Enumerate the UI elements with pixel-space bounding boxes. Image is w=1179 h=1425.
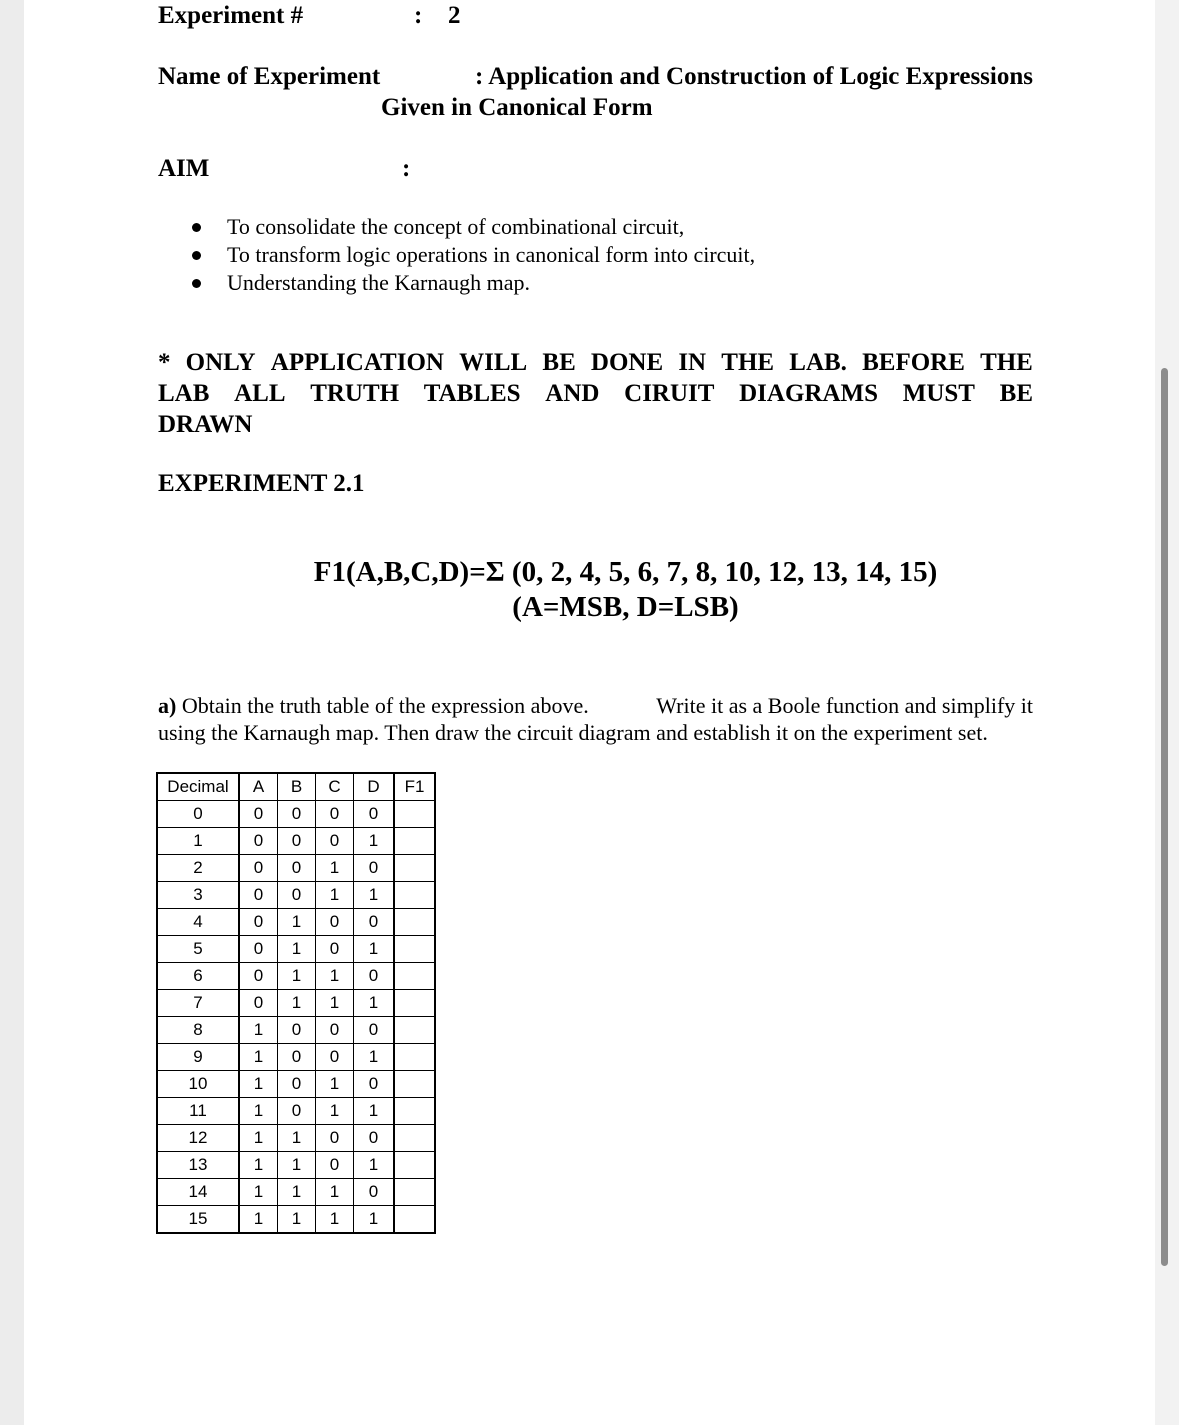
truth-table-row	[157, 1206, 435, 1234]
truth-table-row	[157, 1125, 435, 1152]
scrollbar-thumb[interactable]	[1161, 368, 1168, 1266]
cell-decimal: 14	[157, 1179, 239, 1206]
cell-d: 0	[354, 909, 395, 936]
experiment-name-label: Name of Experiment	[158, 63, 381, 90]
cell-b: 0	[278, 1071, 316, 1098]
cell-d: 0	[354, 801, 395, 828]
header-c: C	[316, 773, 354, 801]
cell-d: 0	[354, 1017, 395, 1044]
cell-decimal: 7	[157, 990, 239, 1017]
experiment-colon: :	[414, 2, 423, 29]
cell-c: 0	[316, 1125, 354, 1152]
cell-decimal: 4	[157, 909, 239, 936]
aim-list	[190, 213, 755, 297]
truth-table-row	[157, 1017, 435, 1044]
header-b: B	[278, 773, 316, 801]
cell-a: 0	[239, 909, 278, 936]
cell-f1[interactable]	[394, 855, 435, 882]
experiment-section-title: EXPERIMENT 2.1	[158, 470, 365, 497]
cell-c: 1	[316, 1206, 354, 1234]
cell-b: 1	[278, 990, 316, 1017]
truth-table	[156, 772, 436, 1234]
truth-table-row	[157, 855, 435, 882]
cell-a: 1	[239, 1044, 278, 1071]
experiment-label: Experiment #	[158, 2, 304, 29]
cell-c: 0	[316, 936, 354, 963]
task-a	[158, 692, 1033, 746]
truth-table-row	[157, 909, 435, 936]
cell-c: 1	[316, 882, 354, 909]
truth-table-row	[157, 1044, 435, 1071]
cell-a: 0	[239, 963, 278, 990]
cell-c: 0	[316, 909, 354, 936]
cell-a: 0	[239, 801, 278, 828]
cell-b: 1	[278, 936, 316, 963]
lab-note-line-3: DRAWN	[158, 411, 253, 438]
truth-table-row	[157, 828, 435, 855]
task-a-text-2: Write it as a Boole function and simplify it	[656, 693, 1033, 718]
note-word: ONLY	[185, 349, 256, 376]
experiment-name-line	[158, 63, 1033, 91]
truth-table-row	[157, 963, 435, 990]
cell-c: 1	[316, 1071, 354, 1098]
cell-decimal: 9	[157, 1044, 239, 1071]
cell-b: 1	[278, 1206, 316, 1234]
cell-decimal: 11	[157, 1098, 239, 1125]
cell-c: 1	[316, 855, 354, 882]
cell-c: 0	[316, 1044, 354, 1071]
cell-b: 0	[278, 1098, 316, 1125]
cell-a: 1	[239, 1152, 278, 1179]
note-word: LAB	[158, 380, 210, 407]
cell-f1[interactable]	[394, 1098, 435, 1125]
cell-d: 1	[354, 882, 395, 909]
note-word: THE	[721, 349, 775, 376]
cell-a: 1	[239, 1179, 278, 1206]
task-a-line-2: using the Karnaugh map. Then draw the circuit diagram and establish it on the experiment set.	[158, 720, 988, 745]
note-word: IN	[678, 349, 707, 376]
cell-a: 0	[239, 936, 278, 963]
cell-d: 1	[354, 936, 395, 963]
cell-c: 1	[316, 1179, 354, 1206]
aim-item: To consolidate the concept of combinational circuit,	[190, 213, 755, 241]
cell-a: 0	[239, 990, 278, 1017]
cell-decimal: 12	[157, 1125, 239, 1152]
cell-b: 0	[278, 882, 316, 909]
aim-colon: :	[402, 155, 411, 182]
cell-c: 1	[316, 963, 354, 990]
note-word: BE	[999, 380, 1033, 407]
truth-table-row	[157, 1152, 435, 1179]
aim-item: Understanding the Karnaugh map.	[190, 269, 755, 297]
lab-note-line-1	[158, 347, 1033, 378]
note-word: DONE	[590, 349, 664, 376]
cell-a: 0	[239, 882, 278, 909]
cell-f1[interactable]	[394, 936, 435, 963]
task-a-text-1: Obtain the truth table of the expression above.	[181, 693, 589, 718]
cell-f1[interactable]	[394, 909, 435, 936]
cell-a: 1	[239, 1125, 278, 1152]
cell-c: 0	[316, 1017, 354, 1044]
truth-table-row	[157, 882, 435, 909]
formula-note: (A=MSB, D=LSB)	[512, 591, 739, 623]
header-a: A	[239, 773, 278, 801]
truth-table-row	[157, 936, 435, 963]
cell-c: 0	[316, 828, 354, 855]
cell-b: 0	[278, 855, 316, 882]
cell-b: 1	[278, 1152, 316, 1179]
cell-f1[interactable]	[394, 963, 435, 990]
note-word: CIRUIT	[624, 380, 715, 407]
cell-c: 0	[316, 1152, 354, 1179]
truth-table-row	[157, 801, 435, 828]
cell-decimal: 0	[157, 801, 239, 828]
cell-d: 1	[354, 1152, 395, 1179]
note-word: *	[158, 349, 171, 376]
cell-decimal: 1	[157, 828, 239, 855]
cell-f1[interactable]	[394, 801, 435, 828]
note-word: TRUTH	[310, 380, 400, 407]
note-word: THE	[980, 349, 1033, 376]
cell-d: 1	[354, 990, 395, 1017]
experiment-number: 2	[448, 2, 461, 29]
cell-b: 1	[278, 963, 316, 990]
note-word: WILL	[459, 349, 528, 376]
cell-decimal: 3	[157, 882, 239, 909]
truth-table-header-row	[157, 773, 435, 801]
cell-c: 0	[316, 801, 354, 828]
cell-f1[interactable]	[394, 1152, 435, 1179]
lab-note-line-2	[158, 378, 1033, 409]
cell-c: 1	[316, 990, 354, 1017]
cell-decimal: 15	[157, 1206, 239, 1234]
cell-d: 0	[354, 855, 395, 882]
experiment-name-value-cont: Given in Canonical Form	[381, 94, 653, 121]
note-word: ALL	[234, 380, 286, 407]
cell-f1[interactable]	[394, 990, 435, 1017]
cell-d: 0	[354, 1071, 395, 1098]
cell-d: 0	[354, 963, 395, 990]
truth-table-row	[157, 990, 435, 1017]
note-word: DIAGRAMS	[739, 380, 879, 407]
cell-a: 1	[239, 1017, 278, 1044]
truth-table-row	[157, 1098, 435, 1125]
cell-decimal: 2	[157, 855, 239, 882]
cell-d: 0	[354, 1125, 395, 1152]
task-a-line-1	[158, 692, 1033, 719]
cell-f1[interactable]	[394, 1179, 435, 1206]
experiment-name-value: : Application and Construction of Logic Expressions	[475, 63, 1033, 90]
note-word: TABLES	[423, 380, 521, 407]
cell-a: 1	[239, 1098, 278, 1125]
note-word: APPLICATION	[270, 349, 444, 376]
note-word: BEFORE	[862, 349, 965, 376]
cell-decimal: 10	[157, 1071, 239, 1098]
truth-table-row	[157, 1179, 435, 1206]
cell-f1[interactable]	[394, 882, 435, 909]
cell-f1[interactable]	[394, 1125, 435, 1152]
cell-decimal: 5	[157, 936, 239, 963]
cell-decimal: 6	[157, 963, 239, 990]
header-decimal: Decimal	[157, 773, 239, 801]
cell-b: 0	[278, 828, 316, 855]
cell-a: 1	[239, 1206, 278, 1234]
cell-b: 1	[278, 1179, 316, 1206]
cell-f1[interactable]	[394, 1044, 435, 1071]
cell-a: 1	[239, 1071, 278, 1098]
cell-a: 0	[239, 828, 278, 855]
note-word: BE	[542, 349, 576, 376]
cell-d: 1	[354, 1044, 395, 1071]
cell-d: 1	[354, 1206, 395, 1234]
aim-item: To transform logic operations in canonical form into circuit,	[190, 241, 755, 269]
note-word: AND	[545, 380, 600, 407]
cell-f1[interactable]	[394, 1071, 435, 1098]
cell-f1[interactable]	[394, 1017, 435, 1044]
cell-b: 0	[278, 1017, 316, 1044]
cell-decimal: 13	[157, 1152, 239, 1179]
cell-d: 1	[354, 828, 395, 855]
cell-b: 1	[278, 909, 316, 936]
cell-b: 0	[278, 801, 316, 828]
formula	[158, 555, 1033, 625]
truth-table-row	[157, 1071, 435, 1098]
cell-b: 1	[278, 1125, 316, 1152]
cell-f1[interactable]	[394, 1206, 435, 1234]
lab-note	[158, 347, 1033, 440]
cell-d: 1	[354, 1098, 395, 1125]
task-a-label: a)	[158, 693, 177, 718]
header-f1: F1	[394, 773, 435, 801]
aim-heading: AIM	[158, 155, 210, 182]
cell-b: 0	[278, 1044, 316, 1071]
note-word: MUST	[902, 380, 975, 407]
note-word: LAB.	[789, 349, 847, 376]
cell-a: 0	[239, 855, 278, 882]
cell-f1[interactable]	[394, 828, 435, 855]
cell-d: 0	[354, 1179, 395, 1206]
cell-decimal: 8	[157, 1017, 239, 1044]
formula-expression: F1(A,B,C,D)=Σ (0, 2, 4, 5, 6, 7, 8, 10, 12, 13, 14, 15)	[313, 556, 938, 588]
cell-c: 1	[316, 1098, 354, 1125]
header-d: D	[354, 773, 395, 801]
